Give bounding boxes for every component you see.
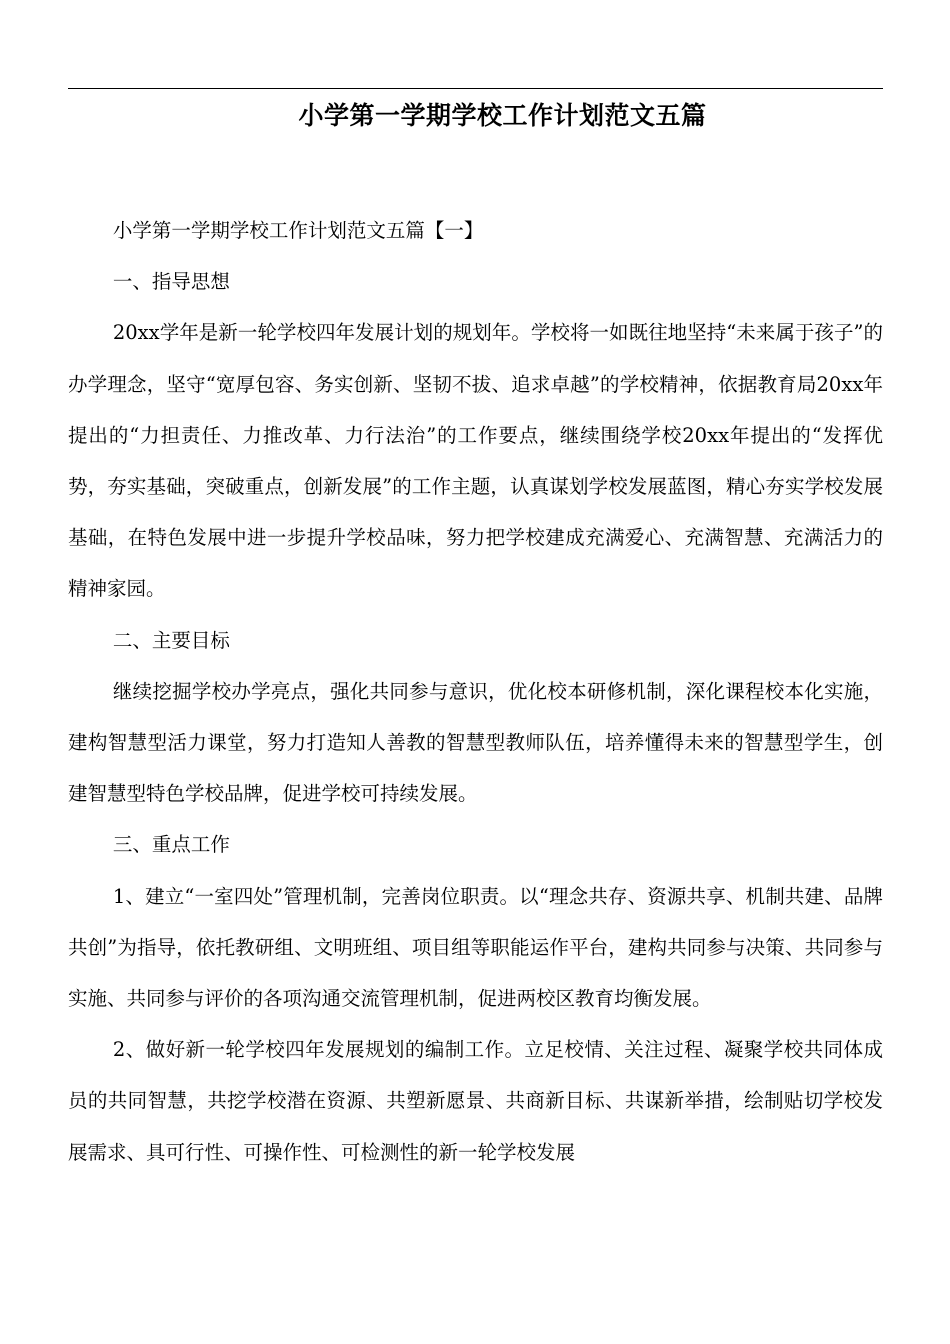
document-title: 小学第一学期学校工作计划范文五篇: [298, 101, 707, 130]
header-rule: [68, 88, 883, 89]
heading-main-goals: 二、主要目标: [112, 628, 230, 652]
section-heading: 小学第一学期学校工作计划范文五篇【一】: [112, 219, 484, 242]
paragraph-main-goals: 继续挖掘学校办学亮点，强化共同参与意识，优化校本研修机制，深化课程校本化实施，建构智慧型活力课堂，努力打造知人善教的智慧型教师队伍，培养懂得未来的智慧型学生，创建智慧型特色学校品牌，促进学校可持续发展。: [68, 679, 883, 806]
document-body: [68, 205, 883, 1178]
paragraph-guiding-ideology: 20xx学年是新一轮学校四年发展计划的规划年。学校将一如既往地坚持“未来属于孩子”的办学理念，坚守“宽厚包容、务实创新、坚韧不拔、追求卓越”的学校精神，依据教育局20xx年提出的“力担责任、力推改革、力行法治”的工作要点，继续围绕学校20xx年提出的“发挥优势，夯实基础，突破重点，创新发展”的工作主题，认真谋划学校发展蓝图，精心夯实学校发展基础，在特色发展中进一步提升学校品味，努力把学校建成充满爱心、充满智慧、充满活力的精神家园。: [68, 321, 883, 601]
paragraph-key-work-1: 1、建立“一室四处”管理机制，完善岗位职责。以“理念共存、资源共享、机制共建、品牌共创”为指导，依托教研组、文明班组、项目组等职能运作平台，建构共同参与决策、共同参与实施、共同参与评价的各项沟通交流管理机制，促进两校区教育均衡发展。: [68, 884, 883, 1011]
paragraph-key-work-2: 2、做好新一轮学校四年发展规划的编制工作。立足校情、关注过程、凝聚学校共同体成员的共同智慧，共挖学校潜在资源、共塑新愿景、共商新目标、共谋新举措，绘制贴切学校发展需求、具可行性、可操作性、可检测性的新一轮学校发展: [68, 1038, 883, 1164]
heading-guiding-ideology: 一、指导思想: [112, 270, 230, 294]
heading-key-work: 三、重点工作: [112, 833, 230, 857]
